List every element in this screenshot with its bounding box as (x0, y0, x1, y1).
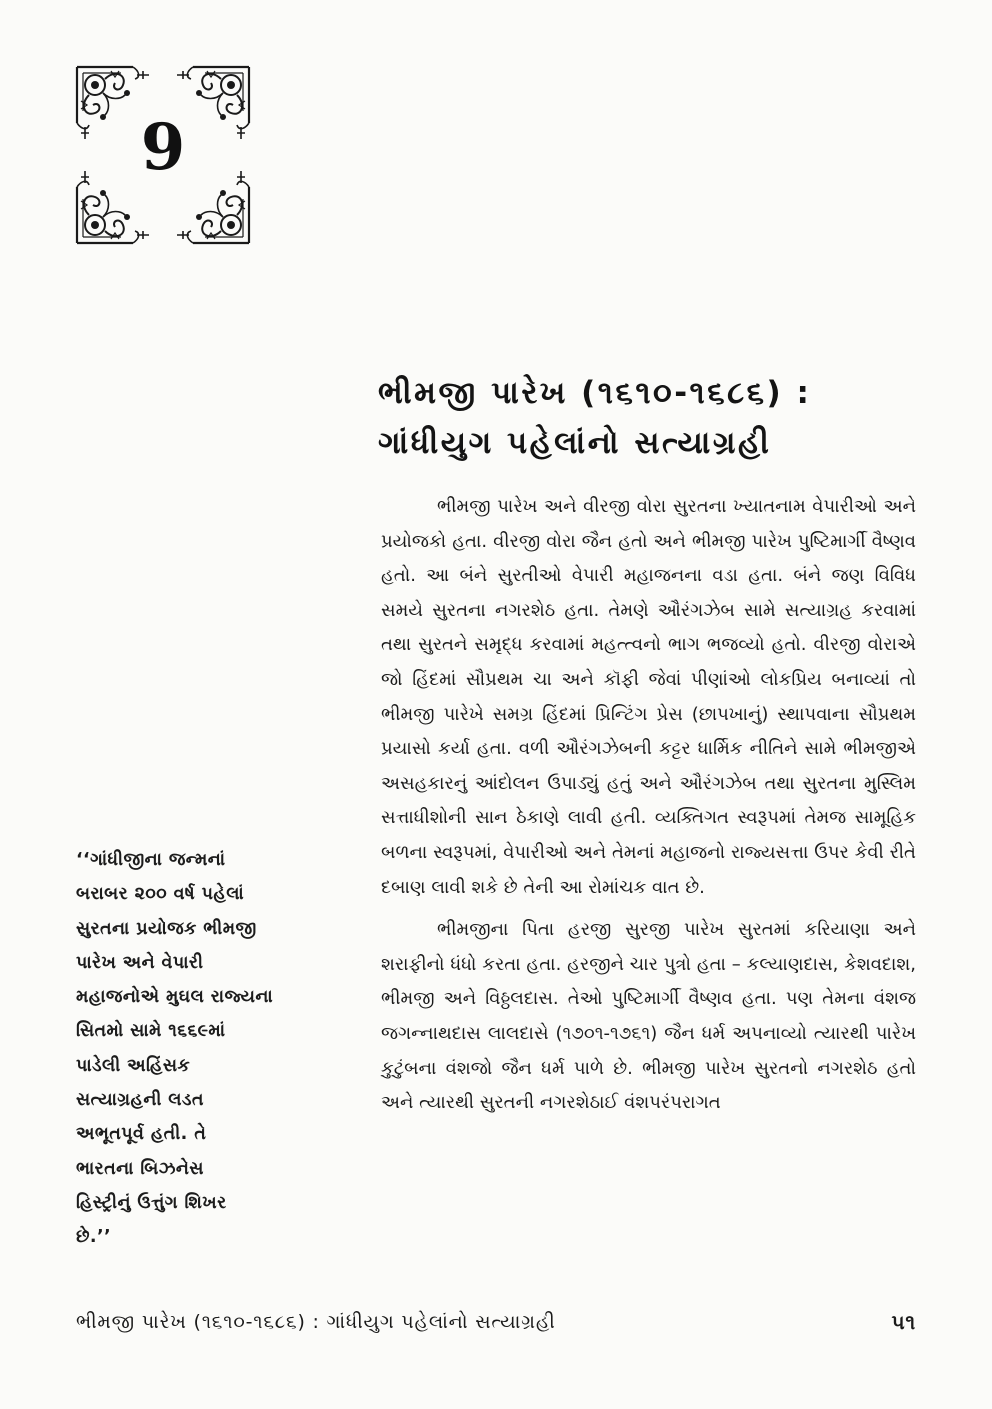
pull-quote-line: સત્યાગ્રહની લડત (76, 1090, 204, 1111)
chapter-title-line-1: ભીમજી પારેખ (૧૬૧૦-૧૬૮૬) : (378, 375, 812, 411)
page-number: ૫૧ (891, 1310, 916, 1334)
pull-quote-line: છે.’’ (76, 1227, 112, 1248)
pull-quote-line: અભૂતપૂર્વ હતી. તે (76, 1124, 207, 1145)
chapter-number: 9 (140, 110, 186, 185)
body-paragraph: ભીમજીના પિતા હરજી સુરજી પારેખ સુરતમાં કરિયાણા અને શરાફીનો ધંધો કરતા હતા. હરજીને ચાર પુત્રો હતા – કલ્યાણદાસ, કેશવદાશ, ભીમજી અને વિઠ્ઠલદાસ. તેઓ પુષ્ટિમાર્ગી વૈષ્ણવ હતા. પણ તેમના વંશજ જગન્નાથદાસ લાલદાસે (૧૭૦૧-૧૭૬૧) જૈન ધર્મ અપનાવ્યો ત્યારથી પારેખ કુટુંબના વંશજો જૈન ધર્મ પાળે છે. ભીમજી પારેખ સુરતનો નગરશેઠ હતો અને ત્યારથી સુરતની નગરશેઠાઈ વંશપરંપરાગત (381, 919, 916, 1114)
pull-quote-line: હિસ્ટ્રીનું ઉત્તુંગ શિખર (76, 1192, 227, 1213)
pull-quote-line: ‘‘ગાંધીજીના જન્મનાં (76, 850, 226, 870)
chapter-title-line-2: ગાંધીયુગ પહેલાંનો સત્યાગ્રહી (378, 425, 772, 461)
chapter-title (378, 368, 938, 468)
pull-quote-line: બરાબર ૨૦૦ વર્ષ પહેલાં (76, 884, 245, 905)
body-paragraph: ભીમજી પારેખ અને વીરજી વોરા સુરતના ખ્યાતનામ વેપારીઓ અને પ્રયોજકો હતા. વીરજી વોરા જૈન હતો અને ભીમજી પારેખ પુષ્ટિમાર્ગી વૈષ્ણવ હતો. આ બંને સુરતીઓ વેપારી મહાજનના વડા હતા. બંને જણ વિવિધ સમયે સુરતના નગરશેઠ હતા. તેમણે ઔરંગઝેબ સામે સત્યાગ્રહ કરવામાં તથા સુરતને સમૃદ્ધ કરવામાં મહત્ત્વનો ભાગ ભજવ્યો હતો. વીરજી વોરાએ જો હિંદમાં સૌપ્રથમ ચા અને કૉફી જેવાં પીણાંઓ લોકપ્રિય બનાવ્યાં તો ભીમજી પારેખે સમગ્ર હિંદમાં પ્રિન્ટિંગ પ્રેસ (છાપખાનું) સ્થાપવાના સૌપ્રથમ પ્રયાસો કર્યા હતા. વળી ઔરંગઝેબની કટ્ટર ધાર્મિક નીતિને સામે ભીમજીએ અસહકારનું આંદોલન ઉપાડ્યું હતું અને ઔરંગઝેબ તથા સુરતના મુસ્લિમ સત્તાધીશોની સાન ઠેકાણે લાવી હતી. વ્યક્તિગત સ્વરૂપમાં તેમજ સામૂહિક બળના સ્વરૂપમાં, વેપારીઓ અને તેમનાં મહાજનો રાજ્યસત્તા ઉપર કેવી રીતે દબાણ લાવી શકે છે તેની આ રોમાંચક વાત છે. (381, 496, 916, 898)
pull-quote-line: મહાજનોએ મુઘલ રાજ્યના (76, 987, 274, 1008)
body-text (381, 490, 916, 1129)
pull-quote-line: સિતમો સામે ૧૬૬૯માં (76, 1021, 226, 1042)
page-footer (76, 1304, 916, 1340)
pull-quote-line: સુરતના પ્રયોજક ભીમજી (76, 918, 257, 939)
pull-quote-line: પારેખ અને વેપારી (76, 952, 204, 973)
pull-quote (76, 843, 336, 1255)
pull-quote-line: પાડેલી અહિંસક (76, 1055, 191, 1076)
running-title: ભીમજી પારેખ (૧૬૧૦-૧૬૮૬) : ગાંધીયુગ પહેલાંનો સત્યાગ્રહી (76, 1311, 556, 1333)
pull-quote-line: ભારતના બિઝનેસ (76, 1158, 204, 1179)
